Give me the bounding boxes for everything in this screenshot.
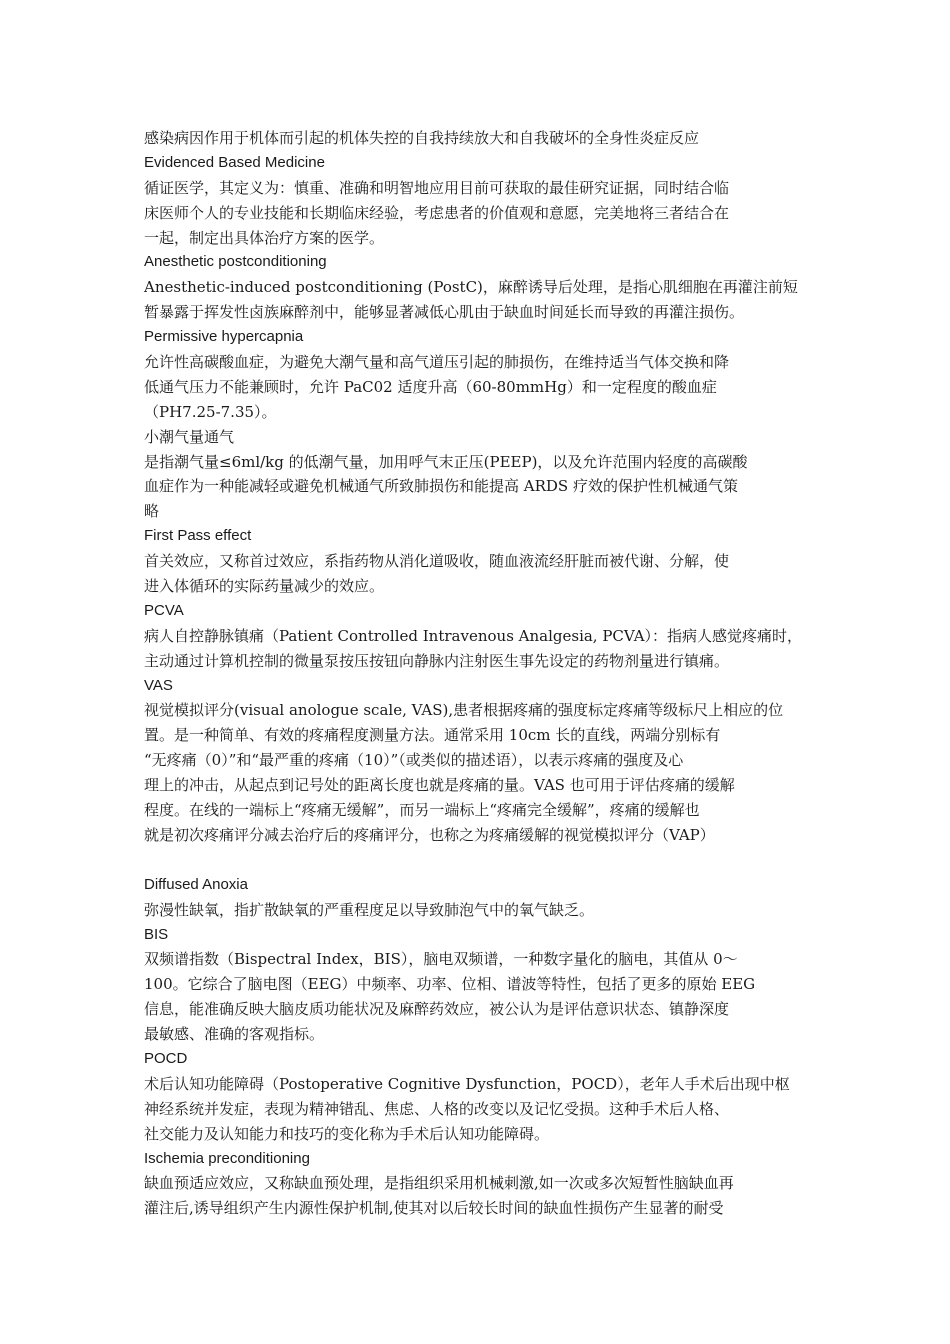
term-heading: Permissive hypercapnia: [144, 328, 304, 346]
blank-line: [144, 848, 808, 873]
text-line: 血症作为一种能减轻或避免机械通气所致肺损伤和能提高 ARDS 疗效的保护性机械通气策: [144, 477, 738, 496]
text-line: 灌注后,诱导组织产生内源性保护机制,使其对以后较长时间的缺血性损伤产生显著的耐受: [144, 1199, 724, 1218]
text-line: 双频谱指数（Bispectral Index，BIS），脑电双频谱，一种数字量化的脑电，其值从 0～: [144, 950, 738, 969]
term-heading: POCD: [144, 1049, 188, 1067]
text-line: 信息，能准确反映大脑皮质功能状况及麻醉药效应，被公认为是评估意识状态、镇静深度: [144, 1000, 730, 1019]
text-line: 100。它综合了脑电图（EEG）中频率、功率、位相、谱波等特性，包括了更多的原始 EEG: [144, 975, 756, 994]
text-line: 理上的冲击，从起点到记号处的距离长度也就是疼痛的量。VAS 也可用于评估疼痛的缓解: [144, 776, 735, 795]
term-heading: PCVA: [144, 601, 184, 619]
text-line: 社交能力及认知能力和技巧的变化称为手术后认知功能障碍。: [144, 1124, 550, 1143]
text-line: 视觉模拟评分(visual anologue scale, VAS),患者根据疼痛的强度标定疼痛等级标尺上相应的位: [144, 701, 784, 720]
term-heading: Ischemia preconditioning: [144, 1149, 310, 1167]
text-line: 缺血预适应效应，又称缺血预处理，是指组织采用机械刺激,如一次或多次短暂性脑缺血再: [144, 1174, 734, 1193]
term-heading: Anesthetic postconditioning: [144, 253, 327, 271]
term-heading: BIS: [144, 925, 169, 943]
text-line: 循证医学，其定义为：慎重、准确和明智地应用目前可获取的最佳研究证据，同时结合临: [144, 178, 730, 197]
text-line: 进入体循环的实际药量减少的效应。: [144, 577, 385, 596]
text-line: 略: [144, 502, 160, 521]
text-line: （PH7.25-7.35）。: [144, 402, 277, 421]
text-line: 程度。在线的一端标上“疼痛无缓解”，而另一端标上“疼痛完全缓解”，疼痛的缓解也: [144, 801, 700, 820]
text-line: 就是初次疼痛评分减去治疗后的疼痛评分，也称之为疼痛缓解的视觉模拟评分（VAP）: [144, 825, 715, 844]
text-line: 置。是一种简单、有效的疼痛程度测量方法。通常采用 10cm 长的直线，两端分别标有: [144, 726, 721, 745]
text-line: 床医师个人的专业技能和长期临床经验，考虑患者的价值观和意愿，完美地将三者结合在: [144, 203, 730, 222]
text-line: 暂暴露于挥发性卤族麻醉剂中，能够显著减低心肌由于缺血时间延长而导致的再灌注损伤。: [144, 303, 745, 322]
document-body: [144, 126, 808, 1221]
text-line: 最敏感、准确的客观指标。: [144, 1025, 325, 1044]
term-heading: Evidenced Based Medicine: [144, 153, 325, 171]
text-line: 是指潮气量≤6ml/kg 的低潮气量，加用呼气末正压(PEEP)，以及允许范围内轻度的高碳酸: [144, 452, 748, 471]
text-line: 首关效应，又称首过效应，系指药物从消化道吸收，随血液流经肝脏而被代谢、分解，使: [144, 552, 730, 571]
text-line: “无疼痛（0）”和“最严重的疼痛（10）”（或类似的描述语），以表示疼痛的强度及心: [144, 751, 684, 770]
term-heading: VAS: [144, 676, 173, 694]
term-heading: Diffused Anoxia: [144, 875, 248, 893]
text-line: 低通气压力不能兼顾时，允许 PaC02 适度升高（60-80mmHg）和一定程度的酸血症: [144, 377, 717, 396]
text-line: 允许性高碳酸血症，为避免大潮气量和高气道压引起的肺损伤，在维持适当气体交换和降: [144, 353, 730, 372]
term-heading: First Pass effect: [144, 527, 252, 545]
text-line: 一起，制定出具体治疗方案的医学。: [144, 228, 385, 247]
text-line: Anesthetic-induced postconditioning (PostC)，麻醉诱导后处理，是指心肌细胞在再灌注前短: [144, 278, 798, 297]
text-line: 神经系统并发症，表现为精神错乱、焦虑、人格的改变以及记忆受损。这种手术后人格、: [144, 1099, 730, 1118]
text-line: 术后认知功能障碍（Postoperative Cognitive Dysfunction，POCD），老年人手术后出现中枢: [144, 1074, 790, 1093]
text-line: 病人自控静脉镇痛（Patient Controlled Intravenous Analgesia, PCVA）：指病人感觉疼痛时，: [144, 626, 803, 645]
text-line: 弥漫性缺氧，指扩散缺氧的严重程度足以导致肺泡气中的氧气缺乏。: [144, 900, 595, 919]
term-heading: 小潮气量通气: [144, 427, 235, 446]
text-line: 感染病因作用于机体而引起的机体失控的自我持续放大和自我破坏的全身性炎症反应: [144, 129, 700, 147]
text-line: 主动通过计算机控制的微量泵按压按钮向静脉内注射医生事先设定的药物剂量进行镇痛。: [144, 651, 730, 670]
